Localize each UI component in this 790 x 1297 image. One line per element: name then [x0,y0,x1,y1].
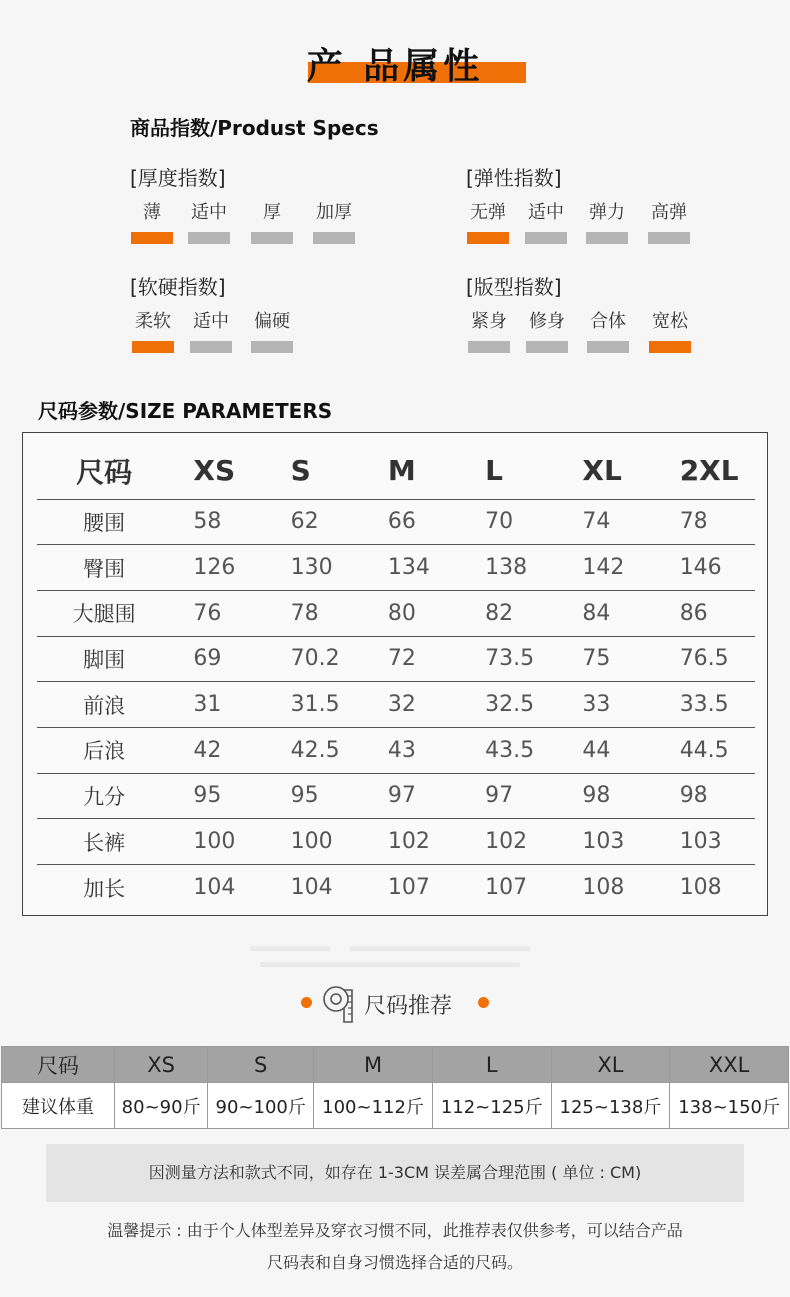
table-row [37,590,755,636]
table-cell: 76 [171,590,268,636]
spec-indicator-bar [313,232,355,244]
measurement-label: 后浪 [37,727,171,773]
measurement-label: 九分 [37,773,171,819]
measurement-note: 因测量方法和款式不同，如存在 1-3CM 误差属合理范围 ( 单位 : CM) [46,1144,744,1202]
table-cell: 44.5 [658,727,755,773]
table-cell: 78 [658,499,755,545]
table-cell: 69 [171,636,268,682]
table-cell: 33 [560,682,657,728]
recommend-size-cell: XXL [670,1047,789,1083]
spec-option [525,198,567,244]
spec-option-label: 高弹 [651,202,687,223]
measurement-label: 大腿围 [37,590,171,636]
faint-background-text [250,942,540,982]
table-cell: 107 [387,875,430,901]
table-cell: 31 [171,682,268,728]
spec-option [251,198,293,244]
recommend-weight-cell: 112~125斤 [432,1083,551,1129]
table-row [37,819,755,865]
spec-title: [版型指数] [466,275,562,299]
size-recommend-header [0,984,790,1024]
table-row [37,773,755,819]
recommend-weight-cell: 90~100斤 [208,1083,314,1129]
spec-option-label: 紧身 [471,311,507,332]
table-cell: 66 [366,499,463,545]
table-cell: 33.5 [658,682,755,728]
table-row [37,499,755,545]
spec-group-softness [130,271,390,359]
table-cell: 97 [366,773,463,819]
size-column-header: M [366,443,463,499]
table-cell: 108 [582,875,625,901]
table-cell: 42.5 [269,727,366,773]
table-cell: 146 [658,545,755,591]
spec-option [190,307,232,353]
spec-option-label: 适中 [528,202,564,223]
table-cell: 97 [463,773,560,819]
size-column-header: XS [171,443,268,499]
spec-options [130,198,390,250]
table-cell: 138 [463,545,560,591]
spec-option-label: 无弹 [470,202,506,223]
size-column-header: 2XL [658,443,755,499]
spec-option [188,198,230,244]
table-cell: 102 [366,819,463,865]
table-cell: 102 [463,819,560,865]
spec-indicator-bar [648,232,690,244]
spec-option-label: 偏硬 [254,311,290,332]
tip-text-line-2: 尺码表和自身习惯选择合适的尺码。 [266,1253,523,1272]
table-cell: 70.2 [269,636,366,682]
table-cell: 31.5 [269,682,366,728]
recommend-weight-row [2,1083,789,1129]
spec-option-label: 薄 [143,202,161,223]
table-cell: 100 [171,819,268,865]
table-cell: 75 [560,636,657,682]
table-cell: 76.5 [658,636,755,682]
spec-indicator-bar [525,232,567,244]
spec-indicator-bar [649,341,691,353]
recommend-header-row [2,1047,789,1083]
table-cell: 74 [560,499,657,545]
size-recommend-table [1,1046,789,1129]
spec-option [586,198,628,244]
spec-title: [厚度指数] [130,166,226,190]
spec-options [130,307,390,359]
recommend-weight-cell: 125~138斤 [551,1083,670,1129]
table-row [37,865,755,911]
spec-option [131,198,173,244]
table-row [37,727,755,773]
spec-option [467,198,509,244]
table-cell: 82 [463,590,560,636]
table-cell: 62 [269,499,366,545]
table-cell: 44 [560,727,657,773]
recommend-weight-cell: 80~90斤 [115,1083,208,1129]
spec-indicator-bar [526,341,568,353]
spec-title: [弹性指数] [466,166,562,190]
table-cell: 32 [366,682,463,728]
measurement-label: 脚围 [37,636,171,682]
spec-option [132,307,174,353]
table-row [37,682,755,728]
table-cell: 32.5 [463,682,560,728]
table-row [37,636,755,682]
recommend-size-cell: XS [115,1047,208,1083]
table-cell: 104 [290,875,333,901]
measuring-tape-icon [322,984,356,1024]
table-cell: 104 [193,875,236,901]
orange-dot-icon [478,997,489,1008]
table-cell: 78 [269,590,366,636]
size-parameters-table [37,443,755,910]
table-cell: 98 [560,773,657,819]
recommend-size-cell: S [208,1047,314,1083]
table-cell: 72 [366,636,463,682]
table-cell: 95 [171,773,268,819]
size-parameters-heading: 尺码参数/SIZE PARAMETERS [38,399,333,423]
spec-option-label: 宽松 [652,311,688,332]
measurement-label: 前浪 [37,682,171,728]
spec-indicator-bar [251,232,293,244]
recommend-size-cell: L [432,1047,551,1083]
recommend-size-cell: M [314,1047,433,1083]
recommend-weight-cell: 100~112斤 [314,1083,433,1129]
spec-group-thickness [130,162,390,250]
spec-indicator-bar [190,341,232,353]
table-cell: 84 [560,590,657,636]
orange-dot-icon [301,997,312,1008]
size-table-box [22,432,768,916]
spec-options [466,307,726,359]
spec-indicator-bar [587,341,629,353]
size-table-corner: 尺码 [37,443,171,499]
tip-text-line-1: 温馨提示 : 由于个人体型差异及穿衣习惯不同，此推荐表仅供参考，可以结合产品 [107,1221,683,1240]
recommend-header-label: 尺码 [2,1047,115,1083]
spec-indicator-bar [468,341,510,353]
table-cell: 126 [171,545,268,591]
spec-option-label: 适中 [193,311,229,332]
table-cell: 103 [658,819,755,865]
spec-indicator-bar [188,232,230,244]
size-column-header: L [463,443,560,499]
table-row [37,545,755,591]
table-cell: 42 [171,727,268,773]
spec-options [466,198,726,250]
spec-option-label: 修身 [529,311,565,332]
table-cell: 43 [366,727,463,773]
spec-option [313,198,355,244]
size-column-header: XL [560,443,657,499]
spec-title: [软硬指数] [130,275,226,299]
spec-indicator-bar [467,232,509,244]
spec-option-label: 柔软 [135,311,171,332]
recommend-weight-label: 建议体重 [2,1083,115,1129]
measurement-label: 臀围 [37,545,171,591]
table-cell: 142 [560,545,657,591]
table-cell: 100 [269,819,366,865]
spec-option [251,307,293,353]
table-cell: 103 [560,819,657,865]
spec-option [526,307,568,353]
measurement-label: 长裤 [37,819,171,865]
measurement-label: 加长 [83,876,126,901]
table-cell: 73.5 [463,636,560,682]
spec-indicator-bar [131,232,173,244]
measurement-label: 腰围 [37,499,171,545]
page-title: 产 品属性 [306,46,484,87]
spec-option-label: 加厚 [316,202,352,223]
spec-option [587,307,629,353]
recommend-weight-cell: 138~150斤 [670,1083,789,1129]
table-cell: 130 [269,545,366,591]
specs-heading: 商品指数/Produst Specs [130,116,379,140]
size-column-header: S [269,443,366,499]
table-cell: 86 [658,590,755,636]
table-cell: 70 [463,499,560,545]
table-cell: 80 [366,590,463,636]
spec-option-label: 厚 [263,202,281,223]
spec-group-fit [466,271,726,359]
table-cell: 98 [658,773,755,819]
spec-option-label: 适中 [191,202,227,223]
spec-option-label: 合体 [590,311,626,332]
table-cell: 58 [171,499,268,545]
table-cell: 107 [485,875,528,901]
table-cell: 95 [269,773,366,819]
spec-indicator-bar [586,232,628,244]
table-cell: 108 [679,875,722,901]
spec-group-elasticity [466,162,726,250]
table-cell: 134 [366,545,463,591]
recommend-size-cell: XL [551,1047,670,1083]
spec-indicator-bar [132,341,174,353]
table-cell: 43.5 [463,727,560,773]
size-recommend-title: 尺码推荐 [364,994,453,1019]
spec-option [649,307,691,353]
spec-option-label: 弹力 [589,202,625,223]
spec-option [648,198,690,244]
size-table-header-row [37,443,755,499]
spec-indicator-bar [251,341,293,353]
spec-option [468,307,510,353]
